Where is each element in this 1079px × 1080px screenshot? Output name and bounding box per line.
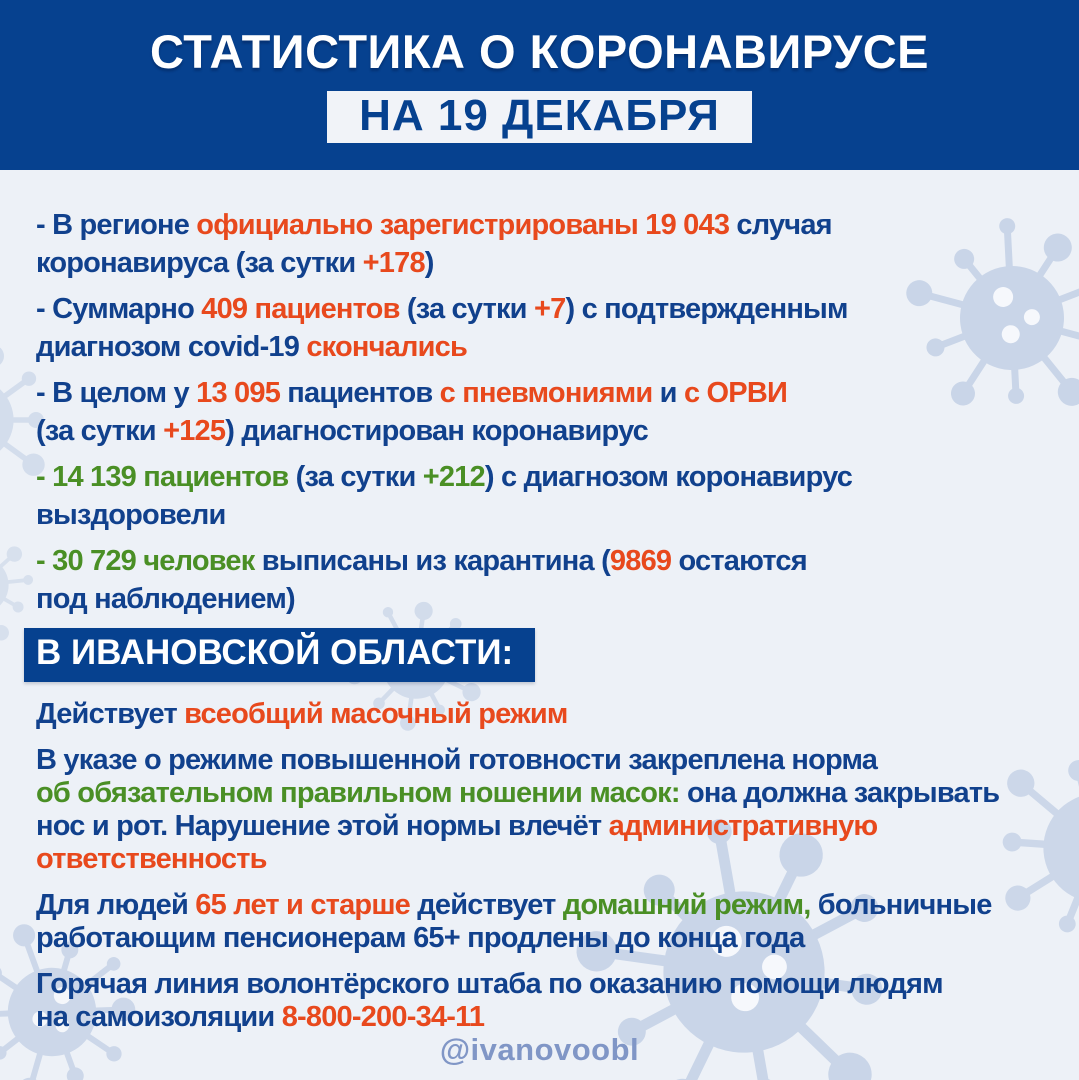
stat-bullet-cases: - В регионе официально зарегистрированы 19 043 случая коронавируса (за сутки +178) xyxy=(36,209,832,279)
paragraph-mask-rule: В указе о режиме повышенной готовности закреплена норма об обязательном правильном ношении масок: она должна закрывать нос и рот. Нарушение этой нормы влечёт административную ответственность xyxy=(36,744,1000,875)
header-band xyxy=(0,0,1079,170)
paragraph-hotline: Горячая линия волонтёрского штаба по оказанию помощи людям на самоизоляции 8-800-200-34-11 xyxy=(36,968,943,1033)
stat-bullet-recovered: - 14 139 пациентов (за сутки +212) с диагнозом коронавирус выздоровели xyxy=(36,461,853,531)
region-banner-label: В ИВАНОВСКОЙ ОБЛАСТИ: xyxy=(36,633,514,672)
page-title: СТАТИСТИКА О КОРОНАВИРУСЕ xyxy=(149,25,930,78)
paragraph-elderly: Для людей 65 лет и старше действует домашний режим, больничные работающим пенсионерам 65+ продлены до конца года xyxy=(36,889,992,954)
date-badge: НА 19 ДЕКАБРЯ xyxy=(327,91,752,143)
region-banner xyxy=(24,628,535,682)
paragraph-mask-regime: Действует всеобщий масочный режим xyxy=(36,698,568,730)
social-handle: @ivanovoobl xyxy=(439,1032,640,1067)
stat-bullet-deaths: - Суммарно 409 пациентов (за сутки +7) с подтвержденным диагнозом covid-19 скончались xyxy=(36,293,848,363)
stats-content xyxy=(0,170,1079,1034)
stat-bullet-quarantine: - 30 729 человек выписаны из карантина (9869 остаются под наблюдением) xyxy=(36,545,807,615)
stat-bullet-pneumonia: - В целом у 13 095 пациентов с пневмониями и с ОРВИ (за сутки +125) диагностирован коронавирус xyxy=(36,377,788,447)
